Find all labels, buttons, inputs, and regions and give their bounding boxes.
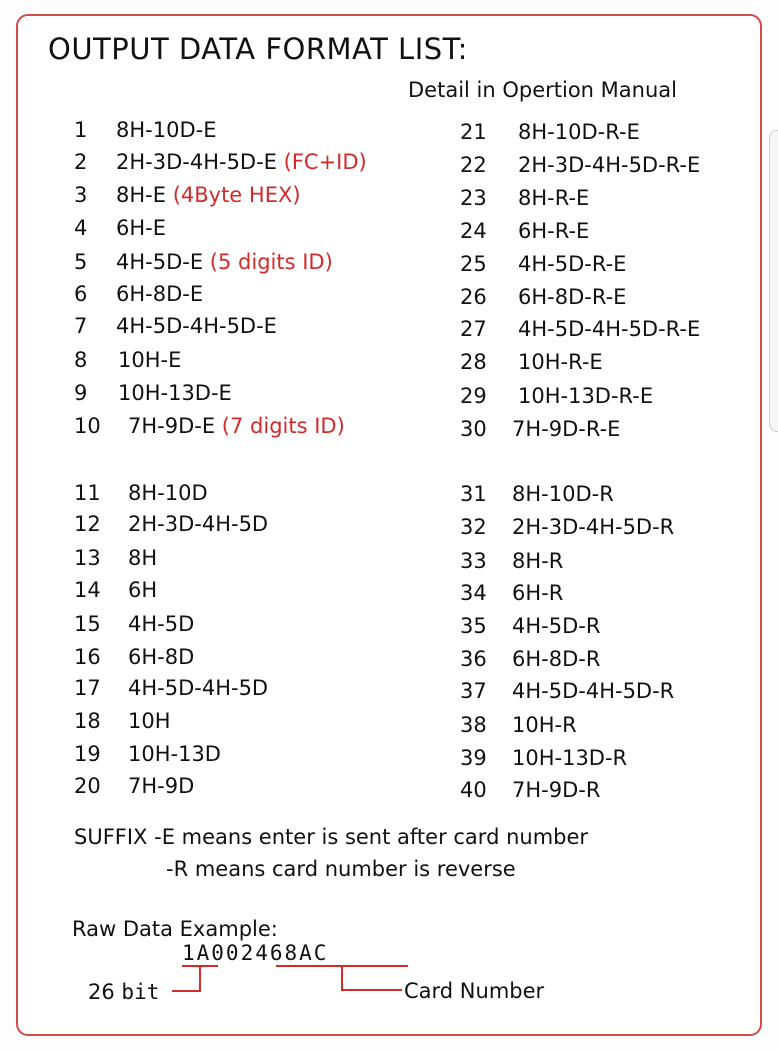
item-format: 8H-10D xyxy=(128,481,208,505)
item-number: 38 xyxy=(460,713,487,737)
item-format: 8H-10D-R xyxy=(512,482,614,506)
scroll-handle[interactable] xyxy=(769,130,778,432)
item-number: 37 xyxy=(460,679,487,703)
item-format: 4H-5D-R-E xyxy=(518,252,627,276)
item-number: 22 xyxy=(460,153,487,177)
item-format: 6H-8D-E xyxy=(116,282,204,306)
bit-label-number: 26 xyxy=(88,980,115,1004)
item-number: 18 xyxy=(74,709,101,733)
suffix-line-e: SUFFIX -E means enter is sent after card number xyxy=(74,825,589,849)
item-number: 31 xyxy=(460,482,487,506)
item-format: 8H-E xyxy=(116,183,166,207)
item-number: 15 xyxy=(74,612,101,636)
item-format: 4H-5D-4H-5D-E xyxy=(116,314,277,338)
item-number: 28 xyxy=(460,350,487,374)
item-format: 6H-E xyxy=(116,216,166,240)
item-note: (7 digits ID) xyxy=(221,414,345,438)
item-format: 10H-13D-R xyxy=(512,746,628,770)
item-format: 7H-9D-R xyxy=(512,778,601,802)
item-number: 13 xyxy=(74,546,101,570)
item-format: 10H-R xyxy=(512,713,577,737)
item-number: 19 xyxy=(74,742,101,766)
item-format: 2H-3D-4H-5D-R xyxy=(512,515,675,539)
item-number: 10 xyxy=(74,414,101,438)
card-number-label: Card Number xyxy=(404,979,545,1003)
item-number: 30 xyxy=(460,417,487,441)
item-format: 7H-9D-R-E xyxy=(512,417,621,441)
raw-data-label: Raw Data Example: xyxy=(72,917,278,941)
item-format: 6H-8D xyxy=(128,645,195,669)
item-number: 29 xyxy=(460,384,487,408)
item-number: 33 xyxy=(460,549,487,573)
item-format: 4H-5D-R xyxy=(512,614,601,638)
item-number: 32 xyxy=(460,515,487,539)
item-number: 40 xyxy=(460,778,487,802)
page-title: OUTPUT DATA FORMAT LIST: xyxy=(48,32,468,66)
item-format: 4H-5D-4H-5D-R xyxy=(512,679,675,703)
item-format: 4H-5D-4H-5D-R-E xyxy=(518,317,701,341)
item-format: 7H-9D xyxy=(128,774,195,798)
suffix-line-r: -R means card number is reverse xyxy=(166,857,516,881)
item-note: (FC+ID) xyxy=(283,150,367,174)
item-format: 4H-5D xyxy=(128,612,195,636)
item-format: 6H-R-E xyxy=(518,219,590,243)
item-format: 4H-5D-E xyxy=(116,250,204,274)
item-format: 8H-10D-E xyxy=(116,118,217,142)
item-format: 8H-R-E xyxy=(518,186,590,210)
item-number: 8 xyxy=(74,348,88,372)
item-number: 34 xyxy=(460,581,487,605)
item-number: 5 xyxy=(74,250,88,274)
item-format: 6H-8D-R-E xyxy=(518,285,627,309)
item-format: 2H-3D-4H-5D xyxy=(128,512,269,536)
item-format: 10H xyxy=(128,709,171,733)
item-format: 2H-3D-4H-5D-R-E xyxy=(518,153,701,177)
item-number: 26 xyxy=(460,285,487,309)
item-format: 8H xyxy=(128,546,158,570)
item-format: 10H-13D-E xyxy=(118,381,232,405)
item-number: 14 xyxy=(74,578,101,602)
item-note: (5 digits ID) xyxy=(209,250,333,274)
item-number: 23 xyxy=(460,186,487,210)
subtitle: Detail in Opertion Manual xyxy=(408,78,677,102)
item-number: 24 xyxy=(460,219,487,243)
item-format: 7H-9D-E xyxy=(128,414,216,438)
raw-data-value: 1A002468AC xyxy=(182,941,329,965)
item-number: 7 xyxy=(74,314,88,338)
item-number: 11 xyxy=(74,481,101,505)
item-number: 17 xyxy=(74,676,101,700)
item-number: 2 xyxy=(74,150,88,174)
item-number: 4 xyxy=(74,216,88,240)
item-format: 6H-R xyxy=(512,581,564,605)
item-number: 12 xyxy=(74,512,101,536)
item-format: 10H-13D xyxy=(128,742,221,766)
item-format: 6H-8D-R xyxy=(512,647,601,671)
item-number: 20 xyxy=(74,774,101,798)
item-format: 8H-10D-R-E xyxy=(518,120,640,144)
item-format: 10H-E xyxy=(118,348,182,372)
item-format: 10H-R-E xyxy=(518,350,603,374)
item-format: 4H-5D-4H-5D xyxy=(128,676,269,700)
item-number: 16 xyxy=(74,645,101,669)
item-number: 35 xyxy=(460,614,487,638)
item-number: 9 xyxy=(74,381,88,405)
item-number: 39 xyxy=(460,746,487,770)
item-number: 25 xyxy=(460,252,487,276)
item-number: 6 xyxy=(74,282,88,306)
item-note: (4Byte HEX) xyxy=(172,183,301,207)
bit-connector xyxy=(172,966,200,991)
card-connector xyxy=(342,966,402,990)
item-number: 1 xyxy=(74,118,88,142)
bit-label-unit: bit xyxy=(121,980,160,1004)
item-format: 6H xyxy=(128,578,158,602)
item-number: 36 xyxy=(460,647,487,671)
item-number: 3 xyxy=(74,183,88,207)
item-format: 8H-R xyxy=(512,549,564,573)
item-number: 21 xyxy=(460,120,487,144)
item-number: 27 xyxy=(460,317,487,341)
item-format: 10H-13D-R-E xyxy=(518,384,654,408)
item-format: 2H-3D-4H-5D-E xyxy=(116,150,277,174)
